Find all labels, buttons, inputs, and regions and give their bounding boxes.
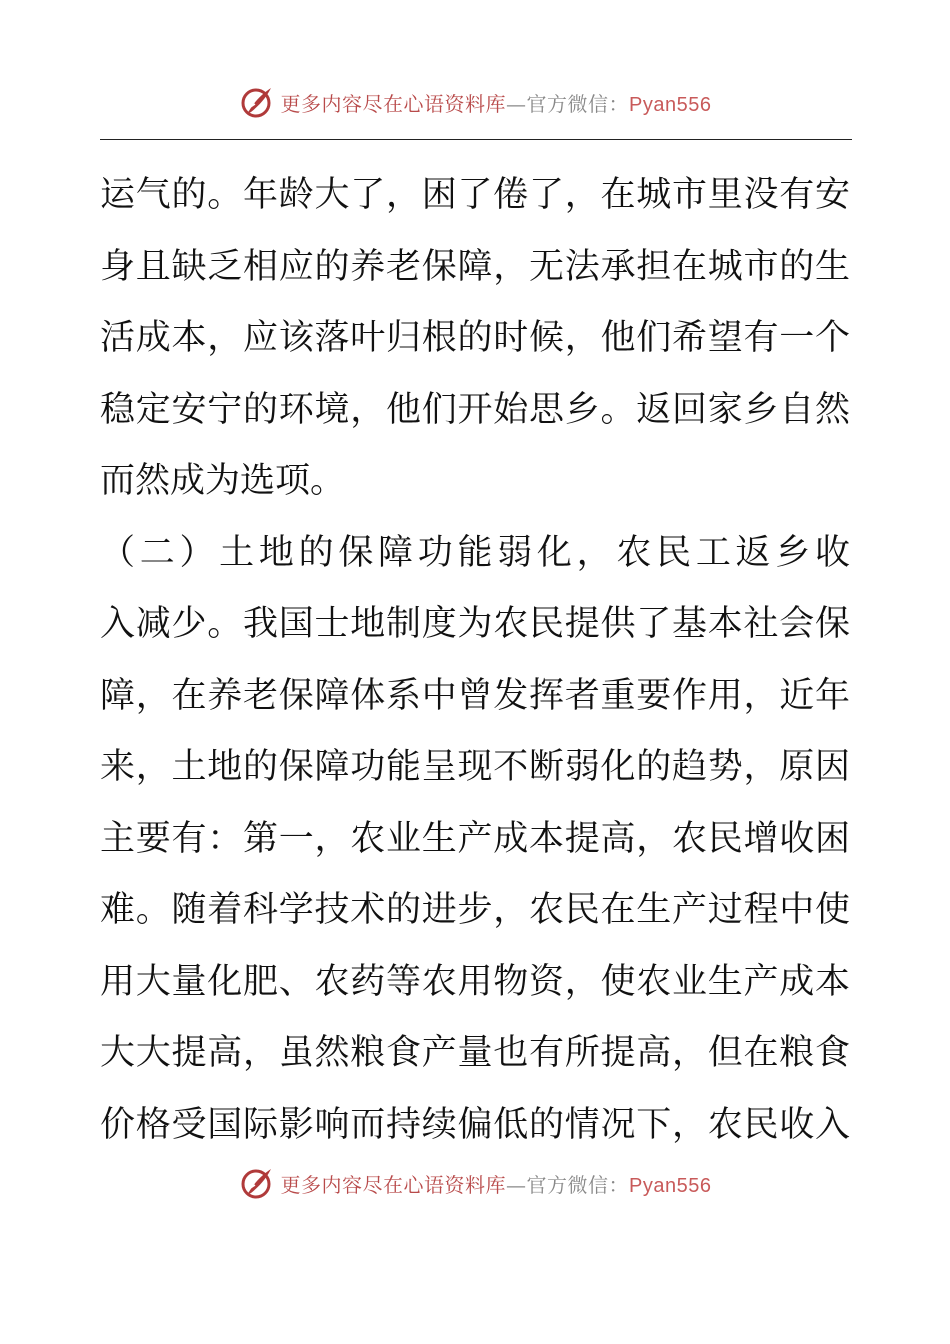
header-banner bbox=[0, 82, 950, 122]
document-body bbox=[100, 160, 850, 1161]
quill-logo-icon bbox=[239, 84, 275, 120]
text-line: （二）土地的保障功能弱化，农民工返乡收 bbox=[100, 532, 850, 573]
text-line: 身且缺乏相应的养老保障，无法承担在城市的生 bbox=[100, 246, 850, 287]
text-line: 来，土地的保障功能呈现不断弱化的趋势，原因 bbox=[100, 747, 850, 787]
footer-dash: — bbox=[506, 1172, 527, 1197]
text-line: 主要有：第一，农业生产成本提高，农民增收困 bbox=[100, 818, 850, 859]
footer-wechat-id: Pyan556 bbox=[629, 1174, 712, 1197]
quill-logo-icon bbox=[239, 1165, 275, 1201]
header-divider bbox=[100, 139, 852, 140]
text-line: 运气的。年龄大了，困了倦了，在城市里没有安 bbox=[100, 175, 850, 215]
header-dash: — bbox=[506, 91, 527, 116]
footer-site-name: 更多内容尽在心语资料库 bbox=[280, 1172, 507, 1197]
text-line: 难。随着科学技术的进步，农民在生产过程中使 bbox=[100, 890, 850, 930]
footer-banner-text bbox=[281, 1169, 712, 1198]
header-wechat-label: 官方微信： bbox=[526, 91, 630, 116]
text-line: 障，在养老保障体系中曾发挥者重要作用，近年 bbox=[100, 675, 850, 716]
header-wechat-id: Pyan556 bbox=[629, 93, 712, 116]
text-line: 稳定安宁的环境，他们开始思乡。返回家乡自然 bbox=[100, 389, 850, 430]
text-line: 价格受国际影响而持续偏低的情况下，农民收入 bbox=[100, 1104, 850, 1145]
text-line: 活成本，应该落叶归根的时候，他们希望有一个 bbox=[100, 318, 850, 358]
text-line: 大大提高，虽然粮食产量也有所提高，但在粮食 bbox=[100, 1033, 850, 1073]
footer-wechat-label: 官方微信： bbox=[526, 1172, 630, 1197]
footer-banner bbox=[0, 1163, 950, 1203]
text-line: 用大量化肥、农药等农用物资，使农业生产成本 bbox=[100, 961, 850, 1002]
header-site-name: 更多内容尽在心语资料库 bbox=[280, 91, 507, 116]
text-line: 而然成为选项。 bbox=[100, 461, 346, 501]
text-line: 入减少。我国士地制度为农民提供了基本社会保 bbox=[100, 604, 850, 644]
header-banner-text bbox=[281, 88, 712, 117]
